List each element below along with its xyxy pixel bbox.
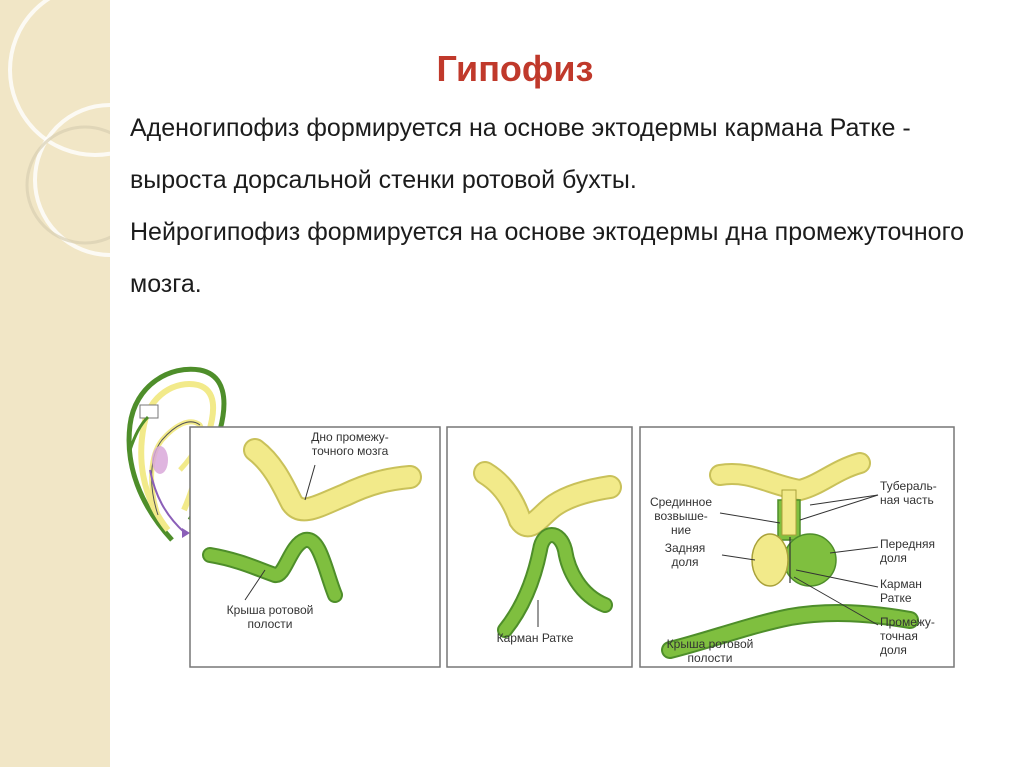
label-median-eminence: Срединное возвыше- ние bbox=[649, 495, 713, 537]
label-posterior-lobe: Задняя доля bbox=[664, 541, 706, 569]
label-tuberal-part: Тубераль- ная часть bbox=[880, 479, 937, 507]
body-text bbox=[130, 102, 990, 310]
panel-3-posterior-lobe bbox=[752, 534, 788, 586]
label-oral-roof-panel3: Крыша ротовой полости bbox=[666, 637, 754, 665]
pituitary-development-diagram bbox=[110, 355, 1024, 767]
paragraph-adenohypophysis: Аденогипофиз формируется на основе эктодермы кармана Ратке - выроста дорсальной стенки ротовой бухты. bbox=[130, 114, 911, 194]
decorative-circles bbox=[0, 0, 110, 767]
label-rathke-pouch-panel2: Карман Ратке bbox=[496, 631, 574, 645]
slide-title: Гипофиз bbox=[436, 48, 594, 89]
label-diencephalon-floor: Дно промежу- точного мозга bbox=[311, 430, 389, 458]
label-oral-roof-panel1: Крыша ротовой полости bbox=[226, 603, 314, 631]
label-rathke-pouch-panel3: Карман Ратке bbox=[880, 577, 922, 605]
label-intermediate-lobe: Промежу- точная доля bbox=[880, 615, 935, 657]
paragraph-neurohypophysis: Нейрогипофиз формируется на основе эктодермы дна промежуточного мозга. bbox=[130, 218, 965, 298]
decorative-sidebar bbox=[0, 0, 110, 767]
panel-3-anterior-lobe bbox=[784, 534, 836, 586]
label-anterior-lobe: Передняя доля bbox=[880, 537, 936, 565]
panel-3-infundibulum bbox=[782, 490, 796, 535]
